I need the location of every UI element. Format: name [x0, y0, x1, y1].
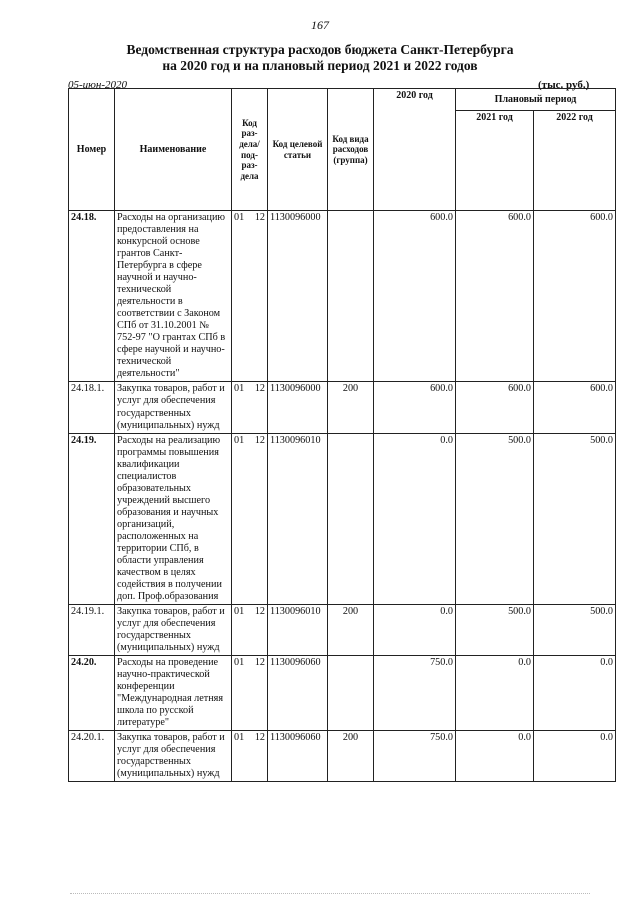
- row-section-code: [232, 433, 268, 604]
- bottom-scan-line: [70, 893, 590, 895]
- table-row: [69, 211, 616, 382]
- row-value-2020: 750.0: [374, 731, 456, 782]
- document-title-line-1: Ведомственная структура расходов бюджета Санкт-Петербурга: [126, 42, 514, 57]
- row-value-2021: 600.0: [456, 382, 534, 433]
- budget-table: [68, 88, 616, 782]
- row-target-code: 1130096060: [268, 731, 328, 782]
- table-row: [69, 605, 616, 656]
- row-kind-code: 200: [328, 382, 374, 433]
- row-value-2021: 0.0: [456, 656, 534, 731]
- row-name: Расходы на организацию предоставления на конкурсной основе грантов Санкт-Петербурга в сфере научной и научно-технической деятельности в соответствии с Законом СПб от 31.10.2001 № 752-97 "О грантах СПб в сфере научной и научно-технической деятельности": [115, 211, 232, 382]
- row-subsection: 12: [254, 383, 265, 395]
- table-body: [69, 211, 616, 782]
- row-subsection: 12: [254, 606, 265, 617]
- row-section-code: [232, 211, 268, 382]
- row-kind-code: [328, 656, 374, 731]
- row-number: 24.20.: [69, 656, 115, 731]
- header-target-code: Код целевой статьи: [268, 89, 328, 211]
- header-planned-period: Плановый период: [456, 89, 616, 111]
- row-name: Расходы на реализацию программы повышения квалификации специалистов образовательных учреждений высшего образования и научных организаций, расположенных на территории СПб, в области управления качеством в целях содействия в получении доп. Проф.образования: [115, 433, 232, 604]
- row-name: Закупка товаров, работ и услуг для обеспечения государственных (муниципальных) нужд: [115, 382, 232, 433]
- row-target-code: 1130096000: [268, 382, 328, 433]
- row-target-code: 1130096060: [268, 656, 328, 731]
- table-row: [69, 433, 616, 604]
- row-section: 01: [234, 732, 245, 744]
- row-number: 24.19.1.: [69, 605, 115, 656]
- row-section: 01: [234, 383, 245, 395]
- row-subsection: 12: [254, 657, 265, 669]
- row-target-code: 1130096010: [268, 605, 328, 656]
- row-number: 24.18.1.: [69, 382, 115, 433]
- row-value-2020: 600.0: [374, 382, 456, 433]
- header-year-2022: 2022 год: [534, 111, 616, 211]
- row-kind-code: 200: [328, 731, 374, 782]
- row-target-code: 1130096010: [268, 433, 328, 604]
- row-subsection: 12: [254, 212, 265, 223]
- row-value-2022: 600.0: [534, 382, 616, 433]
- row-value-2022: 0.0: [534, 656, 616, 731]
- table-row: [69, 382, 616, 433]
- row-value-2022: 500.0: [534, 433, 616, 604]
- row-name: Закупка товаров, работ и услуг для обеспечения государственных (муниципальных) нужд: [115, 605, 232, 656]
- header-number: Номер: [69, 89, 115, 211]
- row-section-code: [232, 605, 268, 656]
- row-section-code: [232, 731, 268, 782]
- row-section-code: [232, 382, 268, 433]
- table-row: [69, 731, 616, 782]
- header-year-2020: 2020 год: [374, 89, 456, 211]
- row-target-code: 1130096000: [268, 211, 328, 382]
- row-section-code: [232, 656, 268, 731]
- row-section: 01: [234, 606, 245, 617]
- document-title-line-2: на 2020 год и на плановый период 2021 и 2022 годов: [162, 58, 478, 73]
- row-kind-code: [328, 211, 374, 382]
- row-value-2021: 600.0: [456, 211, 534, 382]
- row-value-2021: 0.0: [456, 731, 534, 782]
- row-subsection: 12: [254, 732, 265, 744]
- row-kind-code: [328, 433, 374, 604]
- document-date: 05-июн-2020: [68, 79, 128, 91]
- row-value-2020: 0.0: [374, 433, 456, 604]
- row-name: Расходы на проведение научно-практической конференции "Международная летняя школа по русской литературе": [115, 656, 232, 731]
- row-value-2021: 500.0: [456, 605, 534, 656]
- row-value-2020: 0.0: [374, 605, 456, 656]
- header-year-2021: 2021 год: [456, 111, 534, 211]
- row-kind-code: 200: [328, 605, 374, 656]
- header-kind-code: Код вида расходов (группа): [328, 89, 374, 211]
- row-value-2022: 600.0: [534, 211, 616, 382]
- header-section-code: Код раз-дела/ под-раз-дела: [232, 89, 268, 211]
- page-number: 167: [311, 18, 329, 32]
- table-row: [69, 656, 616, 731]
- row-section: 01: [234, 434, 245, 446]
- row-value-2021: 500.0: [456, 433, 534, 604]
- row-section: 01: [234, 212, 245, 223]
- units-label: (тыс. руб.): [538, 79, 590, 91]
- row-number: 24.20.1.: [69, 731, 115, 782]
- row-number: 24.19.: [69, 433, 115, 604]
- row-value-2020: 600.0: [374, 211, 456, 382]
- row-value-2022: 500.0: [534, 605, 616, 656]
- row-subsection: 12: [254, 434, 265, 446]
- row-number: 24.18.: [69, 211, 115, 382]
- row-name: Закупка товаров, работ и услуг для обеспечения государственных (муниципальных) нужд: [115, 731, 232, 782]
- row-section: 01: [234, 657, 245, 669]
- row-value-2022: 0.0: [534, 731, 616, 782]
- row-value-2020: 750.0: [374, 656, 456, 731]
- header-name: Наименование: [115, 89, 232, 211]
